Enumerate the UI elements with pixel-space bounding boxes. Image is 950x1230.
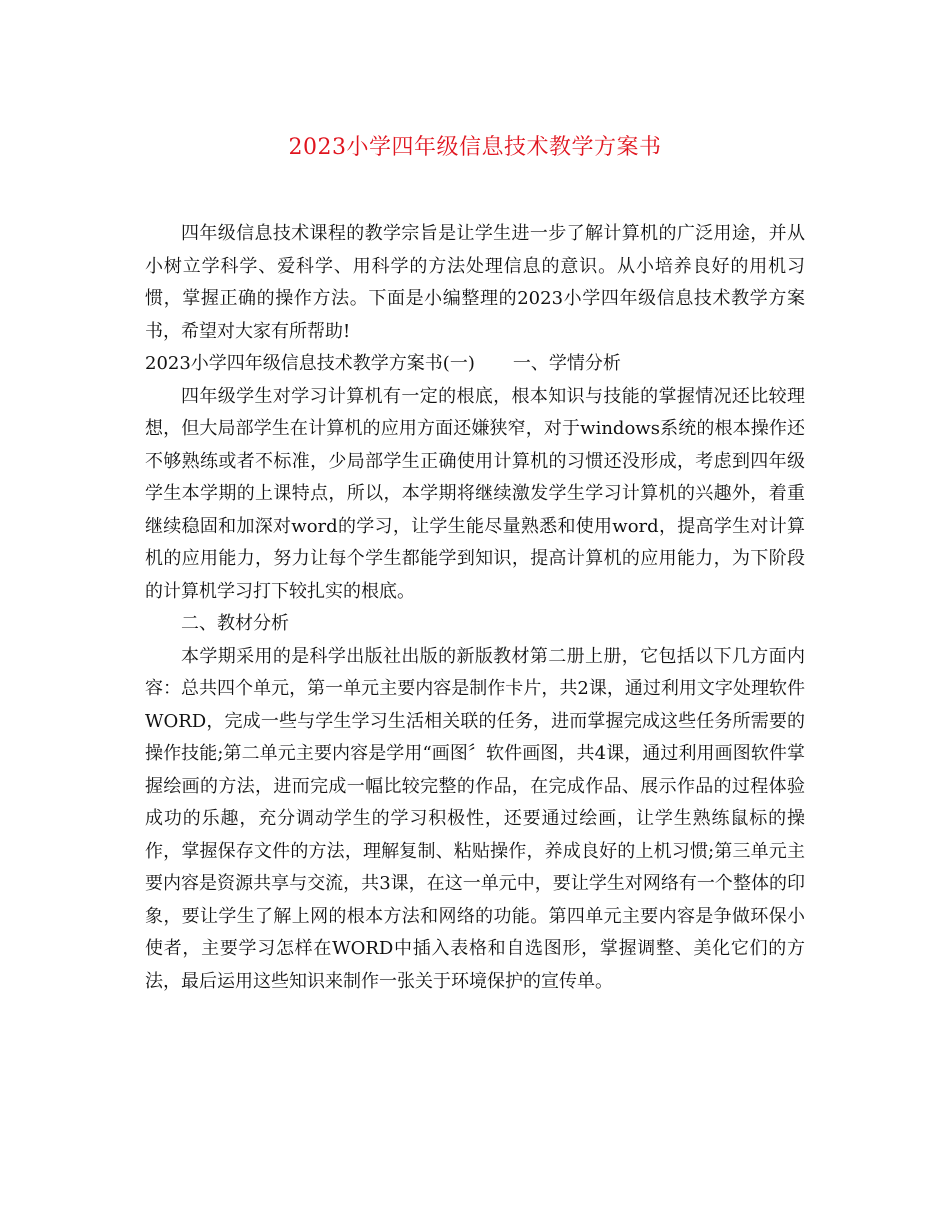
plan-heading-line <box>145 348 805 381</box>
document-title: 2023小学四年级信息技术教学方案书 <box>288 135 662 160</box>
section1-paragraph: 四年级学生对学习计算机有一定的根底，根本知识与技能的掌握情况还比较理想，但大局部学生在计算机的应用方面还嫌狭窄，对于windows系统的根本操作还不够熟练或者不标准，少局部学生正确使用计算机的习惯还没形成，考虑到四年级学生本学期的上课特点，所以，本学期将继续激发学生学习计算机的兴趣外，着重继续稳固和加深对word的学习，让学生能尽量熟悉和使用word，提高学生对计算机的应用能力，努力让每个学生都能学到知识，提高计算机的应用能力，为下阶段的计算机学习打下较扎实的根底。 <box>145 385 805 602</box>
section2-paragraph: 本学期采用的是科学出版社出版的新版教材第二册上册，它包括以下几方面内容：总共四个单元，第一单元主要内容是制作卡片，共2课，通过利用文字处理软件WORD，完成一些与学生学习生活相关联的任务，进而掌握完成这些任务所需要的操作技能;第二单元主要内容是学用“画图〞软件画图，共4课，通过利用画图软件掌握绘画的方法，进而完成一幅比较完整的作品，在完成作品、展示作品的过程体验成功的乐趣，充分调动学生的学习积极性，还要通过绘画，让学生熟练鼠标的操作，掌握保存文件的方法，理解复制、粘贴操作，养成良好的上机习惯;第三单元主要内容是资源共享与交流，共3课，在这一单元中，要让学生对网络有一个整体的印象，要让学生了解上网的根本方法和网络的功能。第四单元主要内容是争做环保小使者，主要学习怎样在WORD中插入表格和自选图形，掌握调整、美化它们的方法，最后运用这些知识来制作一张关于环境保护的宣传单。 <box>145 645 805 992</box>
section1-heading: 一、学情分析 <box>512 353 621 374</box>
intro-paragraph: 四年级信息技术课程的教学宗旨是让学生进一步了解计算机的广泛用途，并从小树立学科学、爱科学、用科学的方法处理信息的意识。从小培养良好的用机习惯，掌握正确的操作方法。下面是小编整理的2023小学四年级信息技术教学方案书，希望对大家有所帮助! <box>145 223 805 342</box>
plan-heading: 2023小学四年级信息技术教学方案书(一) <box>145 353 475 374</box>
section2-heading: 二、教材分析 <box>181 613 289 634</box>
document-body <box>145 218 805 998</box>
